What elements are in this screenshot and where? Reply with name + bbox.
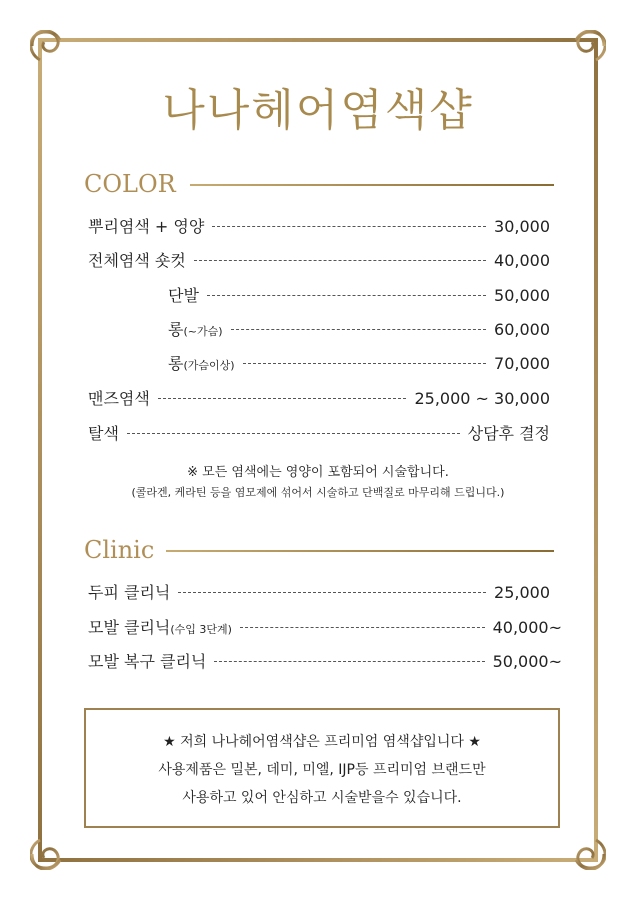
service-price: 25,000 ~ 30,000 [414, 389, 550, 408]
service-price: 60,000 [494, 320, 550, 339]
service-price: 50,000~ [492, 652, 562, 671]
service-price: 상담후 결정 [467, 424, 550, 443]
service-name: 두피 클리닉 [88, 583, 171, 602]
service-name: 탈색 [88, 424, 119, 443]
leader-dots [212, 226, 486, 227]
service-price: 50,000 [494, 286, 550, 305]
color-heading-divider [190, 184, 554, 186]
clinic-section-heading: Clinic [84, 536, 155, 564]
service-note: (가슴이상) [183, 359, 235, 372]
service-note: (~가슴) [183, 325, 223, 338]
service-name: 롱(가슴이상) [168, 354, 235, 373]
service-price: 30,000 [494, 217, 550, 236]
price-row-full-short [88, 248, 550, 271]
notice-line-2: 사용제품은 밀본, 데미, 미엘, IJP등 프리미엄 브랜드만 [158, 762, 486, 778]
leader-dots [243, 363, 486, 364]
color-note: ※ 모든 염색에는 영양이 포함되어 시술합니다. [187, 465, 449, 480]
clinic-heading-divider [166, 550, 554, 552]
leader-dots [214, 661, 484, 662]
service-note: (수입 3단계) [170, 623, 232, 636]
service-name: 맨즈염색 [88, 389, 150, 408]
price-row-root-color [88, 214, 550, 237]
price-row-bleach [88, 421, 550, 444]
leader-dots [158, 398, 407, 399]
price-row-hair-clinic [88, 615, 562, 638]
leader-dots [240, 627, 485, 628]
price-row-mens [88, 386, 550, 409]
price-row-long-over-chest [168, 351, 550, 374]
service-name: 모발 클리닉(수입 3단계) [88, 618, 232, 637]
service-name: 뿌리염색 + 영양 [88, 217, 205, 236]
notice-line-1: ★ 저희 나나헤어염색샵은 프리미엄 염색샵입니다 ★ [163, 734, 481, 750]
leader-dots [207, 295, 486, 296]
color-section-heading: COLOR [84, 170, 176, 198]
service-price: 25,000 [494, 583, 550, 602]
price-row-scalp-clinic [88, 580, 550, 603]
leader-dots [194, 260, 486, 261]
service-name: 롱(~가슴) [168, 320, 223, 339]
page-title: 나나헤어염색샵 [162, 85, 474, 136]
service-price: 40,000 [494, 251, 550, 270]
color-subnote: (콜라겐, 케라틴 등을 염모제에 섞어서 시술하고 단백질로 마무리해 드립니다.) [131, 486, 505, 499]
service-name: 단발 [168, 286, 199, 305]
leader-dots [178, 592, 486, 593]
leader-dots [231, 329, 486, 330]
leader-dots [127, 433, 460, 434]
service-price: 70,000 [494, 354, 550, 373]
price-row-long-chest [168, 317, 550, 340]
price-row-medium [168, 283, 550, 306]
price-row-hair-repair-clinic [88, 649, 562, 672]
notice-box [84, 708, 560, 828]
service-price: 40,000~ [492, 618, 562, 637]
service-name: 모발 복구 클리닉 [88, 652, 207, 671]
service-name: 전체염색 숏컷 [88, 251, 186, 270]
notice-line-3: 사용하고 있어 안심하고 시술받을수 있습니다. [182, 790, 462, 806]
